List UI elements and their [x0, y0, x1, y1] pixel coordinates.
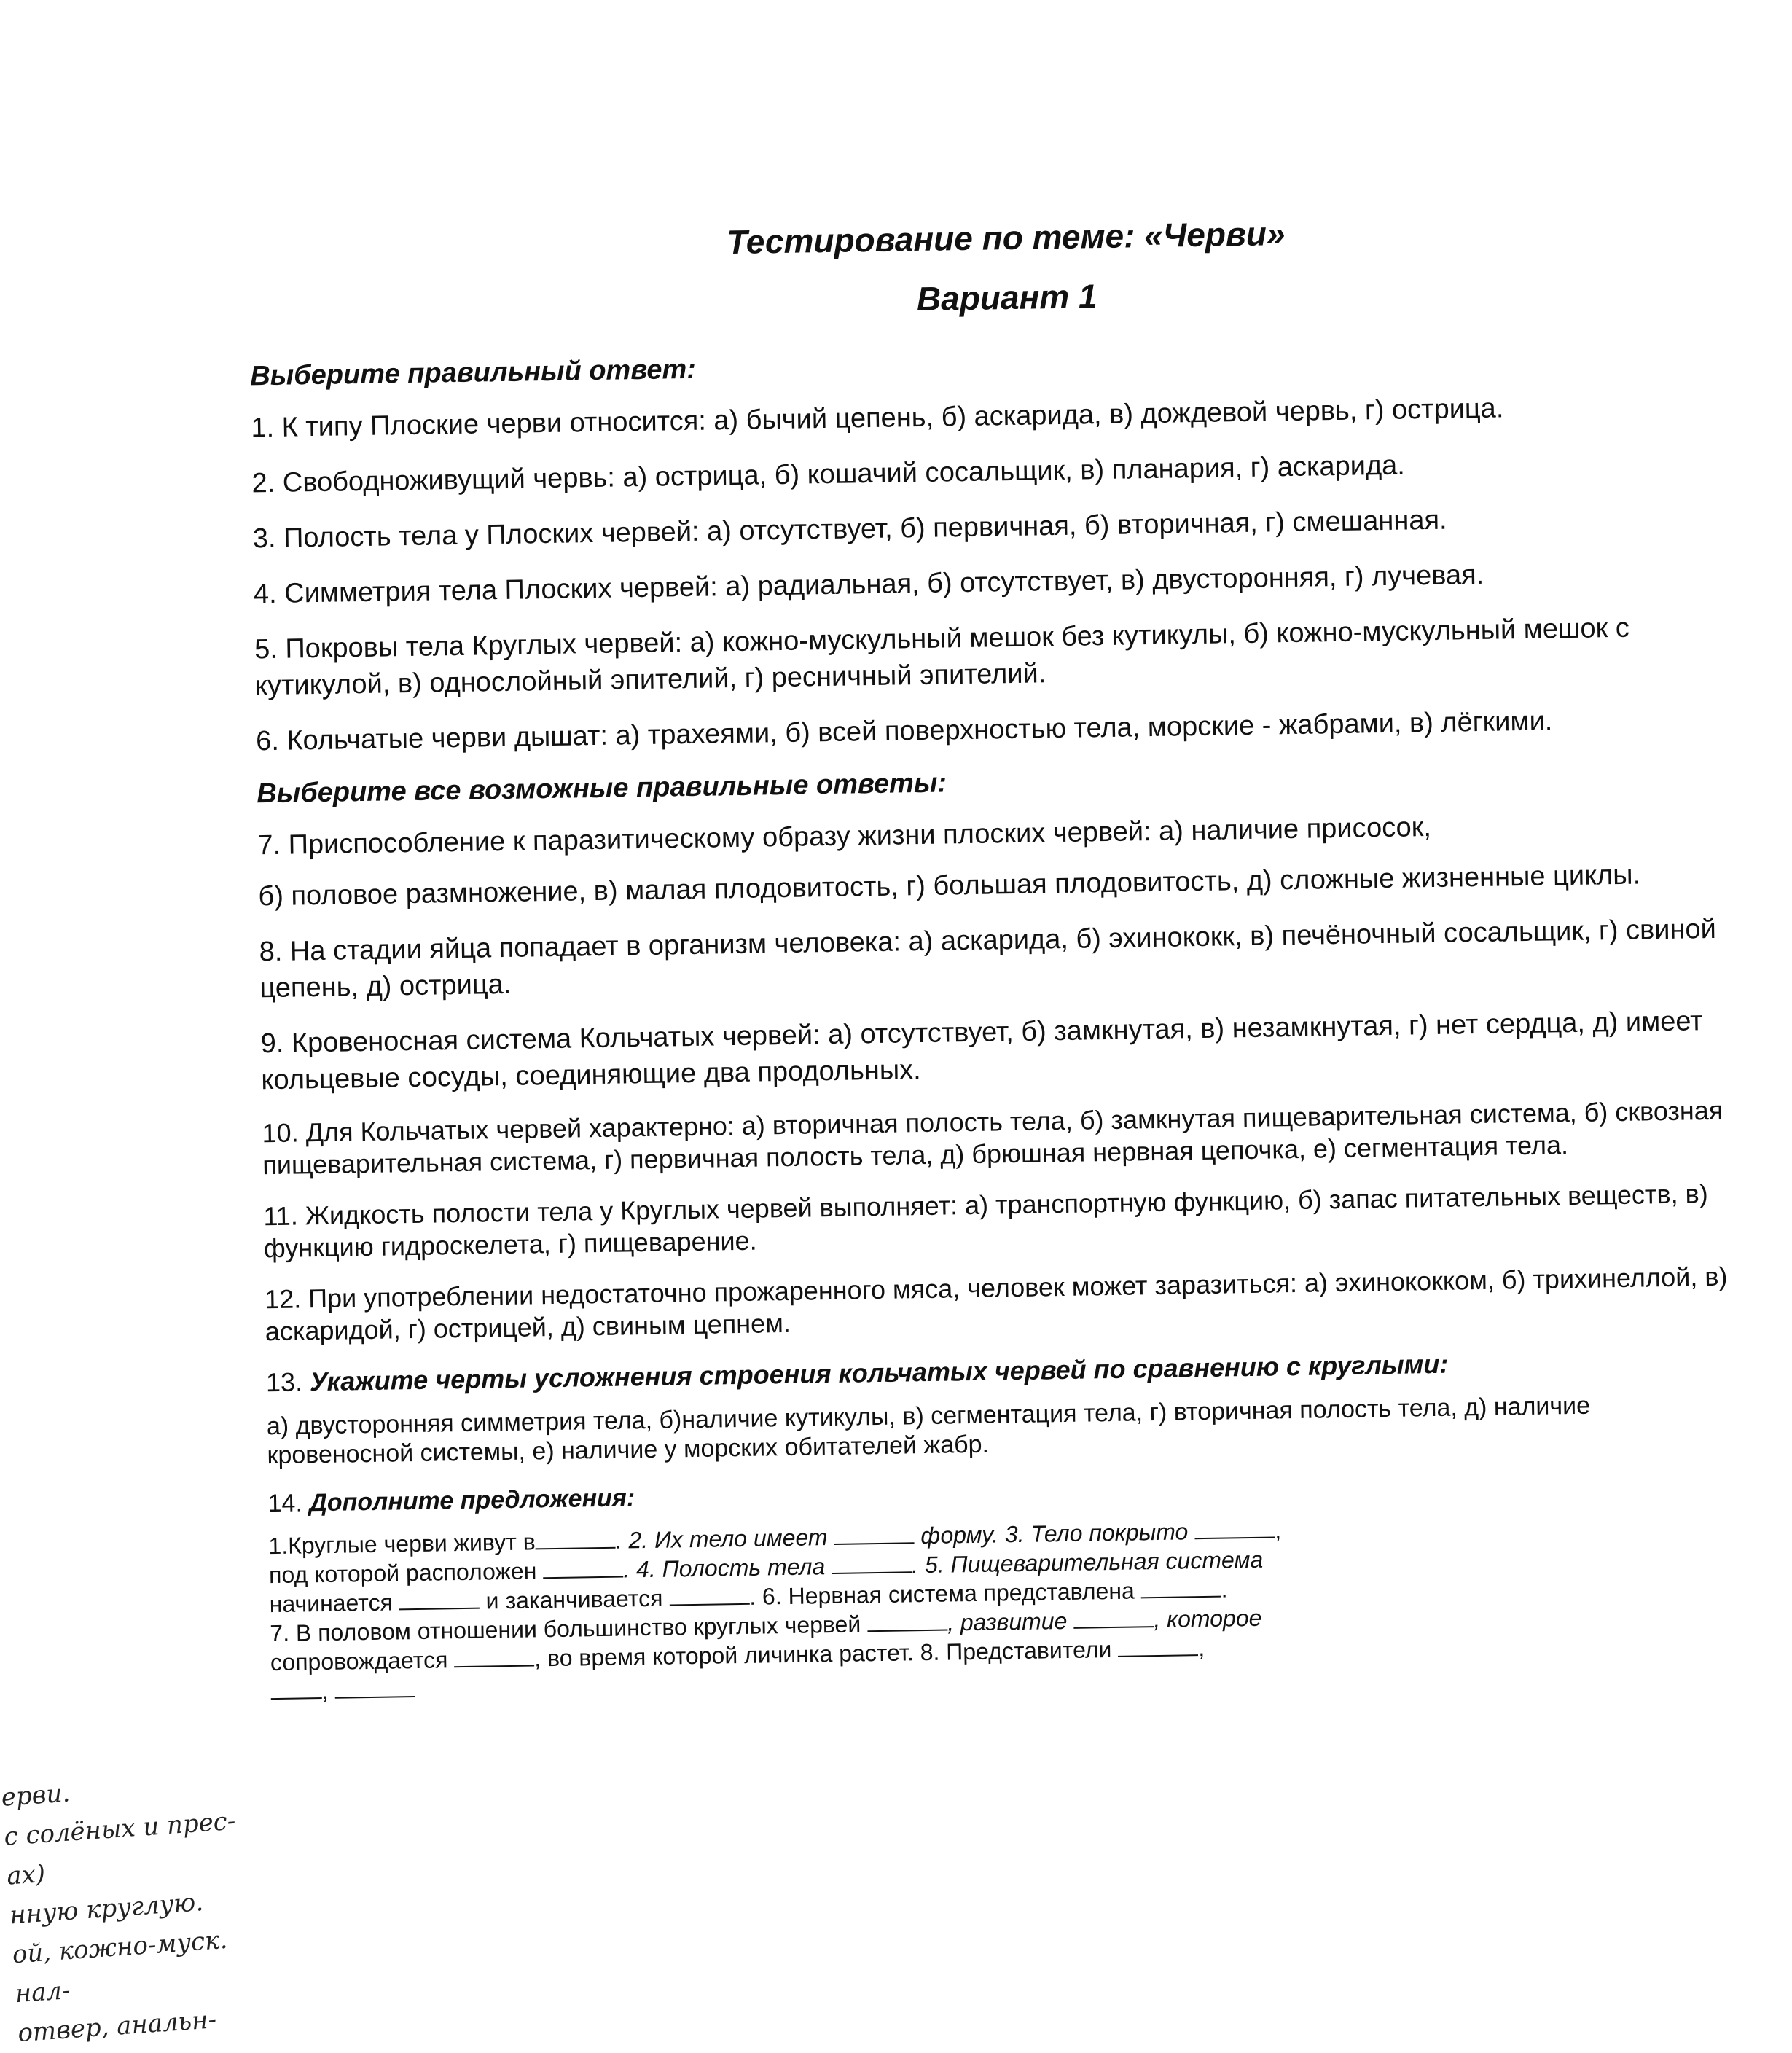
fill-text: , развитие [947, 1607, 1068, 1636]
question-1: 1. К типу Плоские черви относится: а) бычий цепень, б) аскарида, в) дождевой червь, г) острица. [251, 393, 1504, 444]
fill-blank [543, 1576, 623, 1579]
test-document [204, 207, 1743, 1707]
question-11: 11. Жидкость полости тела у Круглых червей выполняет: а) транспортную функцию, б) запас питательных веществ, в) функцию гидроскелета, г) пищеварение. [263, 1178, 1709, 1264]
fill-text: форму. 3. Тело покрыто [920, 1518, 1189, 1549]
fill-text: начинается [269, 1589, 394, 1618]
question-8: 8. На стадии яйца попадает в организм человека: а) аскарида, б) эхинококк, в) печёночный сосальщик, г) свиной цепень, д) острица. [259, 913, 1717, 1004]
fill-text: под которой расположен [268, 1557, 537, 1589]
fill-blank [1141, 1595, 1221, 1599]
handwritten-line: отвер, анальн- [17, 2005, 218, 2049]
fill-blank [867, 1629, 947, 1632]
fill-in-sentences [268, 1508, 1743, 1706]
question-7: 7. Приспособление к паразитическому образу жизни плоских червей: а) наличие присосок, [257, 811, 1432, 861]
question-3: 3. Полость тела у Плоских червей: а) отсутствует, б) первичная, б) вторичная, г) смешанная. [252, 504, 1447, 555]
fill-blank [454, 1664, 534, 1667]
fill-blank [399, 1607, 480, 1611]
question-5: 5. Покровы тела Круглых червей: а) кожно-мускульный мешок без кутикулы, б) кожно-мускульный мешок с кутикулой, в) однослойный эпителий, г) ресничный эпителий. [254, 612, 1630, 702]
fill-blank [834, 1541, 915, 1545]
question-14 [267, 1466, 1740, 1518]
fill-blank [1118, 1654, 1198, 1657]
fill-text: . 4. Полость тела [622, 1553, 826, 1583]
question-6: 6. Кольчатые черви дышат: а) трахеями, б) всей поверхностью тела, морские - жабрами, в) лёгкими. [255, 705, 1553, 757]
fill-text: , которое [1153, 1604, 1262, 1633]
question-13-number: 13. [265, 1366, 303, 1398]
fill-text: . 5. Пищеварительная система [911, 1546, 1264, 1579]
question-14-text: Дополните предложения: [308, 1484, 635, 1517]
fill-text: , [321, 1677, 329, 1705]
question-2: 2. Свободноживущий червь: а) острица, б) кошачий сосальщик, в) планария, г) аскарида. [251, 450, 1406, 499]
fill-text: . 2. Их тело имеет [615, 1524, 828, 1554]
fill-blank [669, 1603, 749, 1606]
fill-text: сопровождается [270, 1646, 448, 1676]
question-13 [266, 1343, 1738, 1399]
fill-text: и заканчивается [485, 1584, 663, 1614]
fill-text: . 6. Нервная система представлена [748, 1577, 1135, 1610]
handwritten-line: нную круглую. [8, 1888, 205, 1931]
handwritten-notes [0, 1757, 322, 2049]
question-12: 12. При употреблении недостаточно прожаренного мяса, человек может заразиться: а) эхинококком, б) трихинеллой, в) аскаридой, г) острицей, д) свиным цепнем. [264, 1261, 1728, 1347]
fill-blank [271, 1697, 322, 1700]
handwritten-line: ах) [6, 1859, 47, 1891]
variant-heading: Вариант 1 [916, 277, 1097, 318]
fill-text: 7. В половом отношении большинство круглых червей [270, 1611, 861, 1647]
question-4: 4. Симметрия тела Плоских червей: а) радиальная, б) отсутствует, в) двусторонняя, г) лучевая. [253, 559, 1484, 610]
fill-blank [335, 1695, 415, 1699]
question-7-options: б) половое размножение, в) малая плодовитость, г) большая плодовитость, д) сложные жизненные циклы. [258, 859, 1641, 912]
fill-blank [1194, 1536, 1275, 1539]
fill-blank [536, 1546, 616, 1550]
fill-text: , [1274, 1517, 1282, 1544]
page-title: Тестирование по теме: «Черви» [726, 214, 1286, 262]
question-13-options: а) двусторонняя симметрия тела, б)наличие кутикулы, в) сегментация тела, г) вторичная полость тела, д) наличие кровеносной системы, е) наличие у морских обитателей жабр. [266, 1391, 1591, 1470]
fill-blank [832, 1571, 912, 1574]
question-13-text: Укажите черты усложнения строения кольчатых червей по сравнению с круглыми: [309, 1348, 1449, 1397]
handwritten-line: нал- [14, 1976, 71, 2009]
handwritten-line: с солёных и прес- [3, 1806, 237, 1852]
fill-text: . [1221, 1576, 1228, 1603]
question-14-number: 14. [267, 1489, 303, 1518]
handwritten-line: ерви. [0, 1778, 71, 1812]
handwritten-line: ой, кожно-муск. [11, 1925, 229, 1970]
question-9: 9. Кровеносная система Кольчатых червей: а) отсутствует, б) замкнутая, в) незамкнутая, г) нет сердца, д) имеет кольцевые сосуды, соединяющие два продольных. [260, 1006, 1703, 1096]
fill-text: , [1197, 1635, 1205, 1662]
fill-text: 1.Круглые черви живут в [268, 1528, 536, 1560]
fill-blank [1073, 1625, 1154, 1629]
question-10: 10. Для Кольчатых червей характерно: а) вторичная полость тела, б) замкнутая пищеварительная система, б) сквозная пищеварительная система, г) первичная полость тела, д) брюшная нервная цепочка, е) сегментация тела. [262, 1095, 1723, 1181]
fill-text: , во время которой личинка растет. 8. Представители [533, 1636, 1112, 1672]
section-heading-multiple: Выберите все возможные правильные ответы: [256, 767, 947, 810]
section-heading-single: Выберите правильный ответ: [249, 353, 697, 392]
